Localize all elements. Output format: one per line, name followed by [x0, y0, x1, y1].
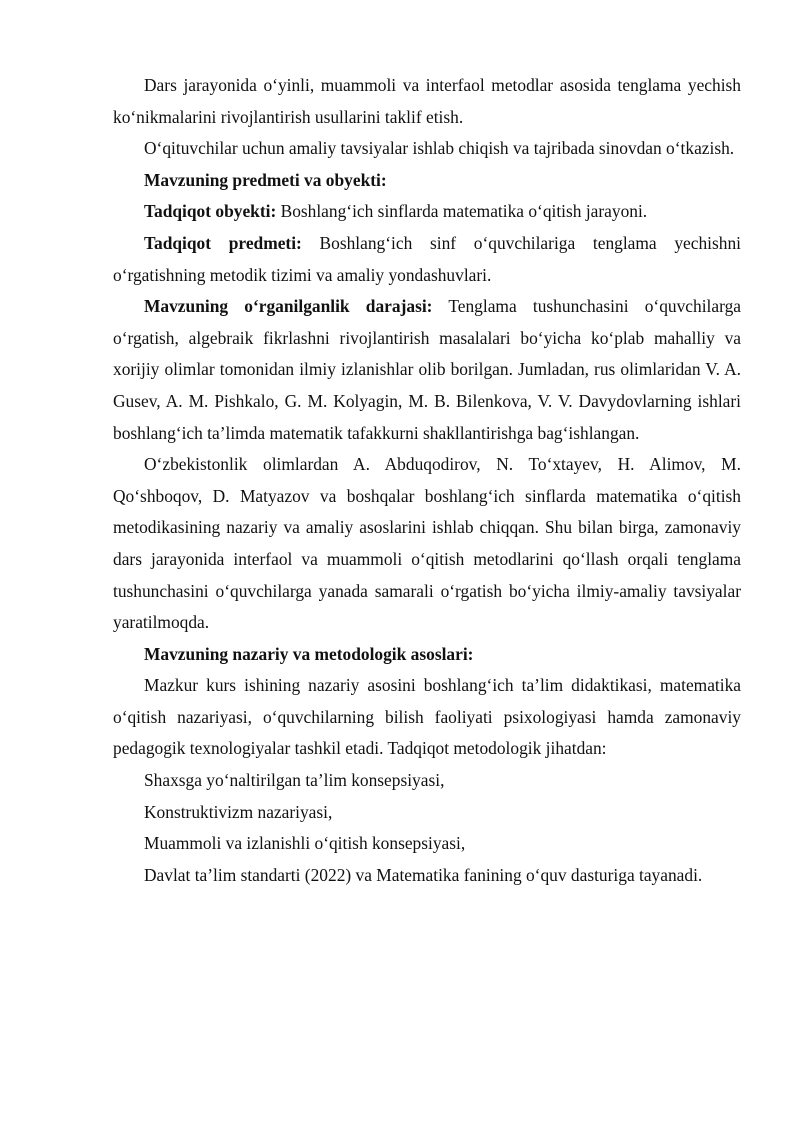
- paragraph-goal-recommendations: [113, 133, 741, 165]
- paragraph-text: O‘qituvchilar uchun amaliy tavsiyalar ishlab chiqish va tajribada sinovdan o‘tkazish.: [144, 138, 735, 159]
- paragraph-text: Mazkur kurs ishining nazariy asosini boshlang‘ich ta’lim didaktikasi, matematika o‘qitish nazariyasi, o‘quvchilarning bilish faoliyati psixologiyasi hamda zamonaviy pedagogik texnologiyalar tashkil etadi. Tadqiqot metodologik jihatdan:: [113, 675, 741, 759]
- heading-text: Mavzuning nazariy va metodologik asoslari:: [144, 643, 474, 664]
- paragraph-lead: Tadqiqot obyekti:: [144, 201, 277, 222]
- paragraph-research-subject: [113, 228, 741, 291]
- paragraph-text: Konstruktivizm nazariyasi,: [144, 801, 333, 822]
- paragraph-text: Boshlang‘ich sinf o‘quvchilariga tenglama yechishni o‘rgatishning metodik tizimi va amaliy yondashuvlari.: [113, 232, 741, 285]
- list-item-problem-learning: [113, 828, 741, 860]
- paragraph-text: O‘zbekistonlik olimlardan A. Abduqodirov, N. To‘xtayev, H. Alimov, M. Qo‘shboqov, D. Matyazov va boshqalar boshlang‘ich sinflarda matematika o‘qitish metodikasining nazariy va amaliy asoslarini ishlab chiqqan. Shu bilan birga, zamonaviy dars jarayonida interfaol va muammoli o‘qitish metodlarini qo‘llash orqali tenglama tushunchasini o‘quvchilarga yanada samarali o‘rgatish bo‘yicha ilmiy-amaliy tavsiyalar yaratilmoqda.: [113, 454, 741, 633]
- paragraph-uzbek-scholars: [113, 449, 741, 639]
- paragraph-theoretical-basis: [113, 670, 741, 765]
- paragraph-text: Tenglama tushunchasini o‘quvchilarga o‘rgatish, algebraik fikrlashni rivojlantirish masalalari bo‘yicha ko‘plab mahalliy va xorijiy olimlar tomonidan ilmiy izlanishlar olib borilgan. Jumladan, rus olimlaridan V. A. Gusev, A. M. Pishkalo, G. M. Kolyagin, M. B. Bilenkova, V. V. Davydovlarning ishlari boshlang‘ich ta’limda matematik tafakkurni shakllantirishga bag‘ishlangan.: [113, 296, 741, 443]
- heading-text: Mavzuning predmeti va obyekti:: [144, 169, 387, 190]
- paragraph-lead: Tadqiqot predmeti:: [144, 232, 302, 253]
- paragraph-text: Dars jarayonida o‘yinli, muammoli va interfaol metodlar asosida tenglama yechish ko‘nikmalarini rivojlantirish usullarini taklif etish.: [113, 75, 741, 127]
- heading-theoretical-basis: [113, 639, 741, 671]
- heading-subject-object: [113, 165, 741, 197]
- list-item-personal-education: [113, 765, 741, 797]
- paragraph-text: Davlat ta’lim standarti (2022) va Matematika fanining o‘quv dasturiga tayanadi.: [144, 864, 703, 885]
- list-item-constructivism: [113, 797, 741, 829]
- paragraph-goal-methods: [113, 70, 741, 133]
- paragraph-text: Muammoli va izlanishli o‘qitish konsepsiyasi,: [144, 833, 466, 854]
- paragraph-text: Shaxsga yo‘naltirilgan ta’lim konsepsiyasi,: [144, 770, 445, 791]
- list-item-state-standard: [113, 860, 741, 892]
- document-page: [113, 70, 741, 891]
- paragraph-study-degree: [113, 291, 741, 449]
- paragraph-research-object: [113, 196, 741, 228]
- paragraph-text: Boshlang‘ich sinflarda matematika o‘qitish jarayoni.: [276, 201, 648, 222]
- paragraph-lead: Mavzuning o‘rganilganlik darajasi:: [144, 296, 433, 317]
